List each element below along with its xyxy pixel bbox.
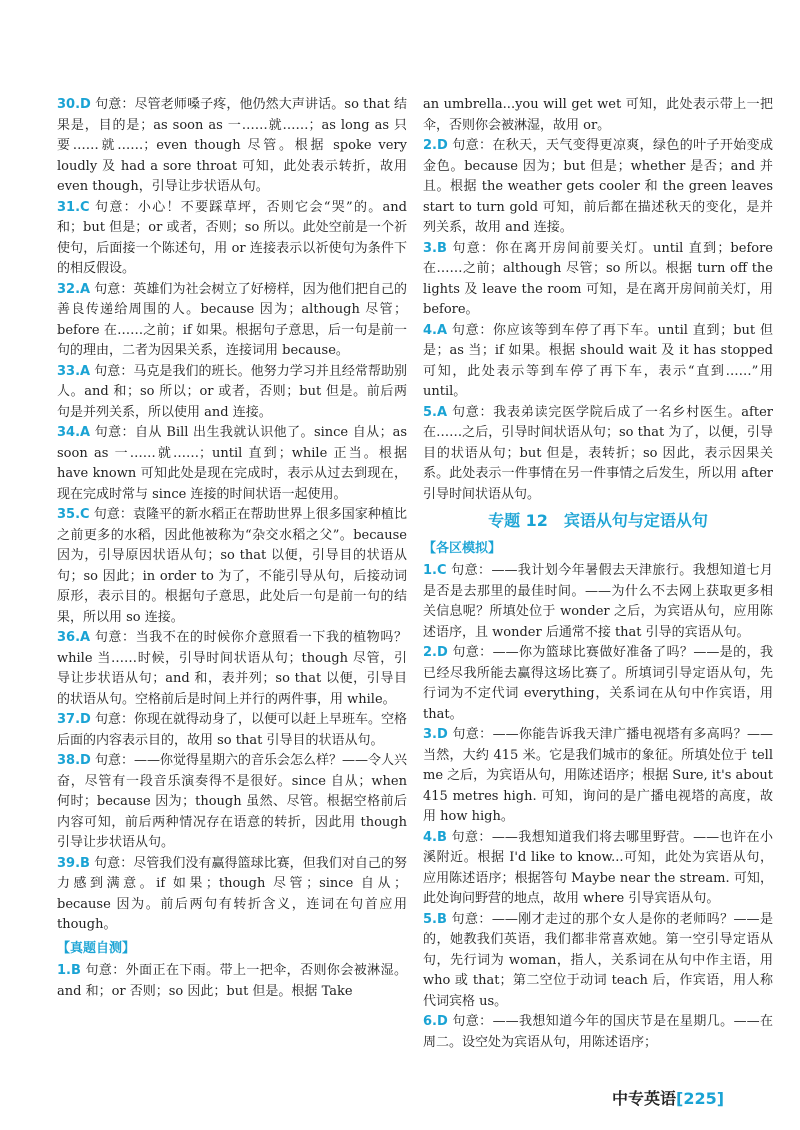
- answer-entry: [57, 628, 407, 710]
- answer-number: 4.A: [423, 322, 448, 338]
- answer-text: 句意：——你能告诉我天津广播电视塔有多高吗？——当然，大约 415 米。它是我们城市的象征。所填处位于 tell me 之后，为宾语从句，用陈述语序；根据 Sure, it's about 415 metres high. 可知，询问的是广播电视塔的高度，故用 how high。: [423, 727, 773, 824]
- answer-text: 句意：我表弟读完医学院后成了一名乡村医生。after 在……之后，引导时间状语从句；so that 为了，以便，引导目的状语从句；but 但是，表转折；so 因此，表示因果关系。此处表示一件事情在另一件事情之后发生，所以用 after 引导时间状语从句。: [423, 404, 773, 502]
- answer-number: 35.C: [57, 507, 90, 522]
- answer-number: 32.A: [57, 281, 91, 297]
- answer-text: 句意：小心！不要踩草坪，否则它会“哭”的。and 和；but 但是；or 或者，否则；so 所以。此处空前是一个祈使句，后面接一个陈述句，用 or 连接表示以祈使句为条件下的相反假设。: [57, 199, 407, 276]
- answer-number: 4.B: [423, 829, 447, 845]
- answer-entry: [423, 828, 773, 910]
- topic-title: 专题 12 宾语从句与定语从句: [488, 511, 708, 530]
- answer-continuation: an umbrella...you will get wet 可知，此处表示带上一把伞，否则你会被淋湿，故用 or。: [423, 97, 773, 133]
- answer-text: 句意：——我想知道我们将去哪里野营。——也许在小溪附近。根据 I'd like to know...可知，此处为宾语从句，应用陈述语序；根据答句 Maybe near the stream. 可知，此处询问野营的地点，故用 where 引导宾语从句。: [423, 829, 773, 906]
- answer-text: 句意：当我不在的时候你介意照看一下我的植物吗？while 当……时候，引导时间状语从句；though 尽管，引导让步状语从句；and 和，表并列；so that 以便，引导目的状语从句。空格前后是时间上并行的两件事，用 while。: [57, 630, 407, 707]
- answer-number: 39.B: [57, 855, 90, 871]
- answer-number: 31.C: [57, 199, 90, 215]
- answer-text: 句意：你现在就得动身了，以便可以赶上早班车。空格后面的内容表示目的，故用 so that 引导目的状语从句。: [57, 712, 407, 748]
- answer-text: 句意：——你为篮球比赛做好准备了吗？——是的，我已经尽我所能去赢得这场比赛了。所填词引导定语从句，先行词为不定代词 everything，关系词在从句中作宾语，用 that。: [423, 645, 773, 722]
- answer-text: 句意：——我想知道今年的国庆节是在星期几。——在周二。设空处为宾语从句，用陈述语序；: [423, 1014, 773, 1050]
- answer-text: 句意：——你觉得星期六的音乐会怎么样？——令人兴奋，尽管有一段音乐演奏得不是很好。since 自从；when 何时；because 因为；though 虽然、尽管。根据空格前后内容可知，前后两种情况存在语意的转折，因此用 though 引导让步状语从句。: [57, 753, 407, 850]
- answer-entry: [57, 198, 407, 280]
- answer-entry: [423, 643, 773, 725]
- answer-number: 33.A: [57, 363, 91, 379]
- answer-number: 38.D: [57, 753, 91, 768]
- answer-text: 句意：袁隆平的新水稻正在帮助世界上很多国家种植比之前更多的水稻，因此他被称为“杂交水稻之父”。because 因为，引导原因状语从句；so that 以便，引导目的状语从句；so 因此；in order to 为了，不能引导从句，后接动词原形，表示目的。根据句子意思，此处后一句是前一句的结果，所以用 so 连接。: [57, 507, 407, 625]
- answer-entry: [423, 910, 773, 1013]
- answer-text: 句意：尽管老师嗓子疼，他仍然大声讲话。so that 结果是，目的是；as soon as 一……就……；as long as 只要……就……；even though 尽管。根据 spoke very loudly 及 had a sore throat 可知，此处表示转折，故用 even though，引导让步状语从句。: [57, 97, 407, 194]
- answer-number: 5.B: [423, 911, 447, 927]
- answer-entry: [57, 280, 407, 362]
- answer-entry: [423, 136, 773, 239]
- answer-entry: [57, 961, 407, 1002]
- answer-entry: [423, 1012, 773, 1053]
- page-number: [225]: [676, 1089, 725, 1108]
- answer-text: 句意：——我计划今年暑假去天津旅行。我想知道七月是否是去那里的最佳时间。——为什么不去网上获取更多相关信息呢？所填处位于 wonder 之后，为宾语从句，应用陈述语序，且 wonder 后通常不接 that 引导的宾语从句。: [423, 563, 773, 640]
- answer-number: 1.C: [423, 563, 447, 578]
- answer-entry: [423, 239, 773, 321]
- answer-text: 句意：在秋天，天气变得更凉爽，绿色的叶子开始变成金色。because 因为；but 但是；whether 是否；and 并且。根据 the weather gets cooler 和 the green leaves start to turn gold 可知，前后都在描述秋天的变化，是并列关系，故用 and 连接。: [423, 138, 773, 235]
- section-heading-gequ: 【各区模拟】: [423, 540, 502, 556]
- answer-text: 句意：你在离开房间前要关灯。until 直到；before 在……之前；although 尽管；so 所以。根据 turn off the lights 及 leave the room 可知，是在离开房间前关灯，用 before。: [423, 240, 773, 317]
- answer-entry: [57, 362, 407, 424]
- answer-entry: [57, 505, 407, 628]
- left-column: [57, 95, 407, 1002]
- answer-number: 6.D: [423, 1014, 448, 1029]
- answer-number: 2.D: [423, 138, 448, 153]
- answer-text: 句意：尽管我们没有赢得篮球比赛，但我们对自己的努力感到满意。if 如果；though 尽管；since 自从；because 因为。前后两句有转折含义，连词在句首应用 though。: [57, 855, 407, 932]
- answer-entry: [57, 95, 407, 198]
- section-heading-zhenti: 【真题自测】: [57, 940, 136, 956]
- answer-entry: [423, 403, 773, 506]
- answer-text: 句意：你应该等到车停了再下车。until 直到；but 但是；as 当；if 如果。根据 should wait 及 it has stopped 可知，此处表示等到车停了再下车，表示“直到……”用 until。: [423, 322, 774, 399]
- answer-number: 34.A: [57, 425, 91, 440]
- answer-text: 句意：——刚才走过的那个女人是你的老师吗？——是的，她教我们英语，我们都非常喜欢她。第一空引导定语从句，先行词为 woman，指人，关系词在从句中作主语，用 who 或 that；第二空位于动词 teach 后，作宾语，用人称代词宾格 us。: [423, 911, 773, 1009]
- answer-text: 句意：马克是我们的班长。他努力学习并且经常帮助别人。and 和；so 所以；or 或者，否则；but 但是。前后两句是并列关系，所以使用 and 连接。: [57, 363, 407, 420]
- page-number-value: 225: [683, 1089, 717, 1108]
- book-title: 中专英语: [612, 1089, 677, 1108]
- answer-entry: [423, 725, 773, 828]
- answer-entry: [57, 854, 407, 936]
- answer-number: 36.A: [57, 630, 91, 645]
- page-footer: [612, 1086, 724, 1109]
- answer-entry: [57, 751, 407, 854]
- answer-text: 句意：外面正在下雨。带上一把伞，否则你会被淋湿。and 和；or 否则；so 因此；but 但是。根据 Take: [57, 963, 407, 999]
- answer-number: 1.B: [57, 963, 81, 978]
- answer-number: 37.D: [57, 712, 91, 727]
- answer-entry: [57, 423, 407, 505]
- answer-number: 5.A: [423, 404, 448, 420]
- answer-number: 3.B: [423, 240, 447, 256]
- right-column: [423, 95, 773, 1053]
- answer-entry: [423, 561, 773, 643]
- answer-number: 3.D: [423, 727, 448, 742]
- answer-number: 2.D: [423, 645, 448, 660]
- answer-number: 30.D: [57, 97, 91, 112]
- answer-entry: [423, 321, 773, 403]
- answer-text: 句意：自从 Bill 出生我就认识他了。since 自从；as soon as 一……就……；until 直到；while 正当。根据 have known 可知此处是现在完成时，表示从过去到现在，现在完成时常与 since 连接的时间状语一起使用。: [57, 425, 407, 502]
- answer-entry: [57, 710, 407, 751]
- answer-text: 句意：英雄们为社会树立了好榜样，因为他们把自己的善良传递给周围的人。because 因为；although 尽管；before 在……之前；if 如果。根据句子意思，后一句是前一句的理由，二者为因果关系，连接词用 because。: [57, 281, 407, 358]
